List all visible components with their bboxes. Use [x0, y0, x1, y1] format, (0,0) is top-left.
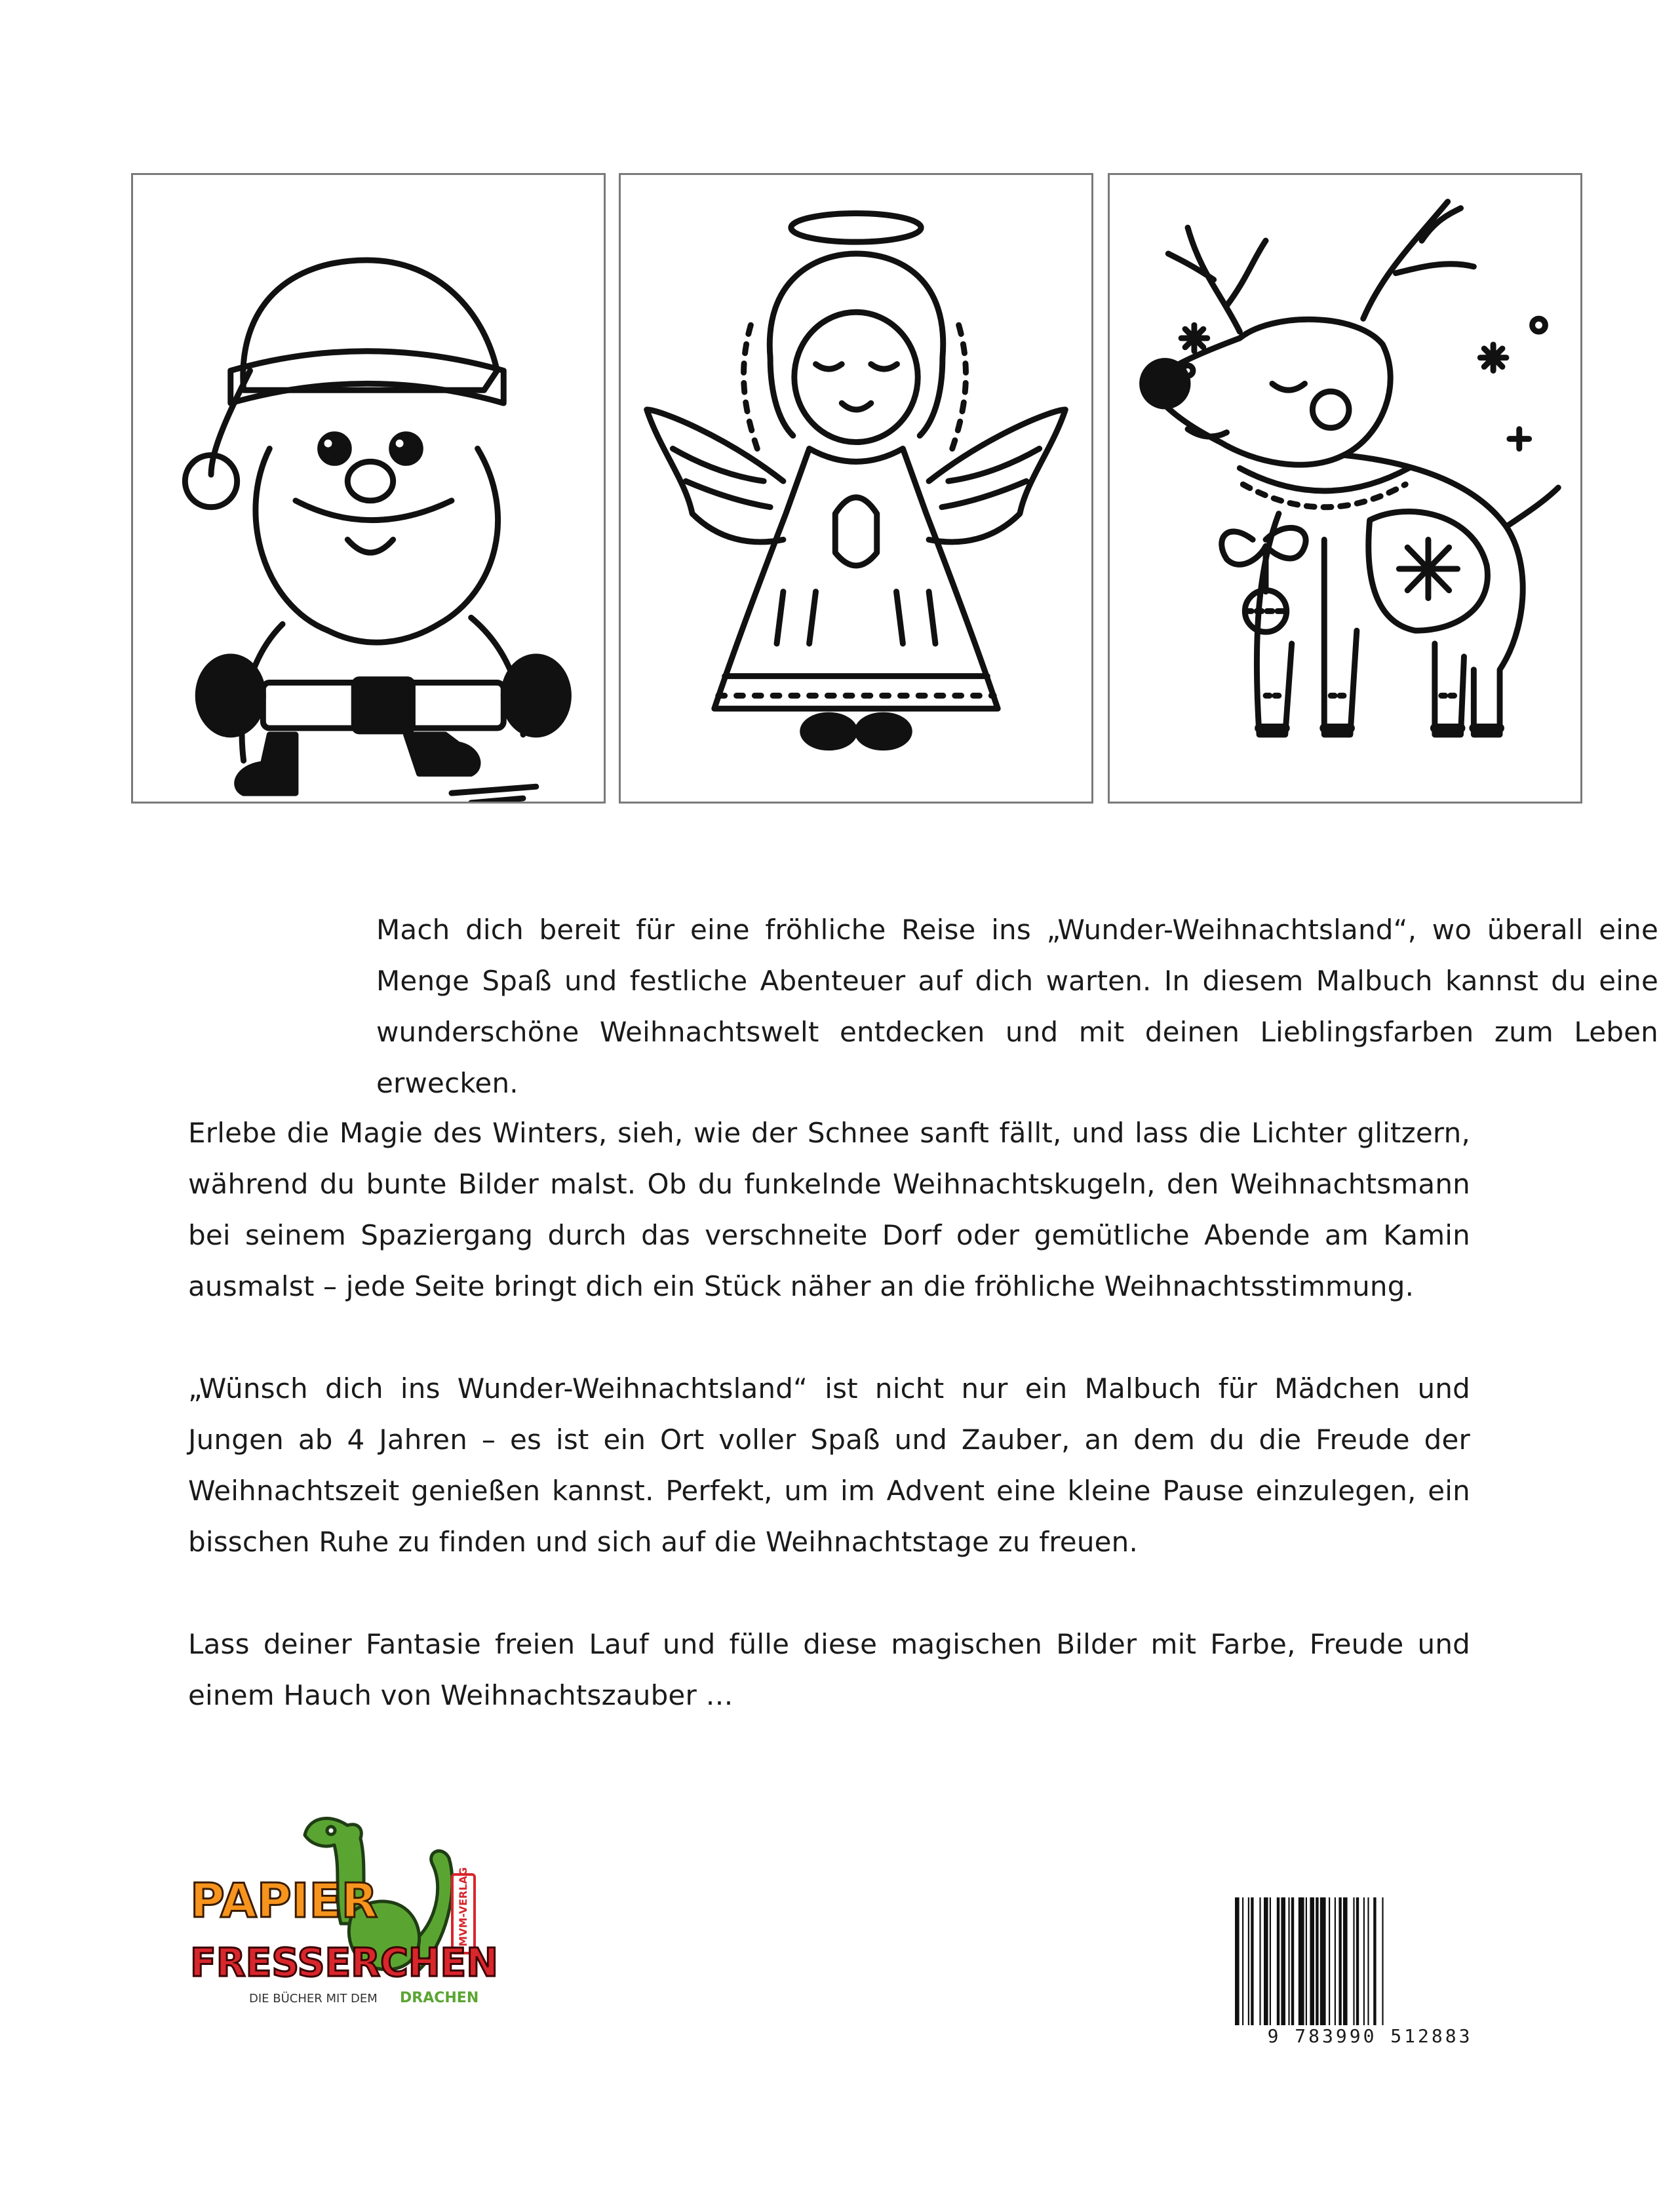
logo-tagline-highlight: DRACHEN [400, 1990, 479, 2006]
barcode-bar [1251, 1897, 1253, 2025]
barcode-bar [1353, 1897, 1354, 2025]
publisher-logo [184, 1786, 511, 2048]
paragraph-winter [188, 1108, 1470, 1312]
isbn-barcode [1232, 1897, 1508, 2025]
logo-tagline: DIE BÜCHER MIT DEM [249, 1992, 378, 2006]
barcode-bar [1270, 1897, 1271, 2025]
barcode-bar [1242, 1897, 1243, 2025]
barcode-bar [1367, 1897, 1369, 2025]
angel-drawing [621, 175, 1091, 802]
barcode-bar [1248, 1897, 1249, 2025]
paragraph-winter-text: Erlebe die Magie des Winters, sieh, wie der Schnee sanft fällt, und lass die Lichter glitzern, während du bunte Bilder malst. Ob du funkelnde Weihnachtskugeln, den Weihnachtsmann bei seinem Spaziergang durch das verschneite Dorf oder gemütliche Abende am Kamin ausmalst – jede Seite bringt dich ein Stück näher an die fröhliche Weihnachtsstimmung. [188, 1117, 1470, 1302]
paragraph-book [188, 1363, 1470, 1568]
barcode-bar [1316, 1897, 1318, 2025]
logo-line1: PAPIER [190, 1873, 378, 1928]
paragraph-book-text: „Wünsch dich ins Wunder-Weihnachtsland“ ist nicht nur ein Malbuch für Mädchen und Jungen ab 4 Jahren – es ist ein Ort voller Spaß und Zauber, an dem du die Freude der Weihnachtszeit genießen kannst. Perfekt, um im Advent eine kleine Pause einzulegen, ein bisschen Ruhe zu finden und sich auf die Weihnachtstage zu freuen. [188, 1372, 1470, 1558]
santa-illustration [131, 173, 606, 804]
reindeer-illustration [1108, 173, 1582, 804]
barcode-bar [1310, 1897, 1314, 2025]
barcode-bar [1329, 1897, 1330, 2025]
barcode-bar [1235, 1897, 1240, 2025]
paragraph-closing-text: Lass deiner Fantasie freien Lauf und fülle diese magischen Bilder mit Farbe, Freude und einem Hauch von Weihnachtszauber … [188, 1628, 1470, 1711]
barcode-bar [1277, 1897, 1280, 2025]
barcode-bar [1373, 1897, 1376, 2025]
barcode-bar [1299, 1897, 1304, 2025]
reindeer-drawing [1110, 175, 1580, 802]
paragraph-closing [188, 1619, 1470, 1721]
barcode-bar [1264, 1897, 1268, 2025]
logo-line2: FRESSERCHEN [190, 1940, 498, 1986]
barcode-bar [1363, 1897, 1365, 2025]
barcode-bar [1281, 1897, 1285, 2025]
isbn-number: 9 783990 512883 [1267, 2025, 1473, 2047]
barcode-bar [1382, 1897, 1383, 2025]
angel-illustration [619, 173, 1093, 804]
barcode-bar [1288, 1897, 1289, 2025]
barcode-bar [1356, 1897, 1359, 2025]
paragraph-intro: Mach dich bereit für eine fröhliche Reise ins „Wunder-Weihnachtsland“, wo überall eine Menge Spaß und festliche Abenteuer auf dich warten. In diesem Malbuch kannst du eine wunderschöne Weihnachtswelt entdecken und mit deinen Lieblingsfarben zum Leben erwecken. [376, 914, 1658, 1099]
barcode-bar [1306, 1897, 1307, 2025]
barcode-bar [1291, 1897, 1294, 2025]
logo-badge: MVM-VERLAG [457, 1867, 469, 1947]
barcode-bar [1259, 1897, 1260, 2025]
barcode-bar [1343, 1897, 1348, 2025]
barcode-bar [1338, 1897, 1341, 2025]
santa-drawing [133, 175, 604, 802]
barcode-bar [1335, 1897, 1336, 2025]
barcode-bar [1320, 1897, 1326, 2025]
